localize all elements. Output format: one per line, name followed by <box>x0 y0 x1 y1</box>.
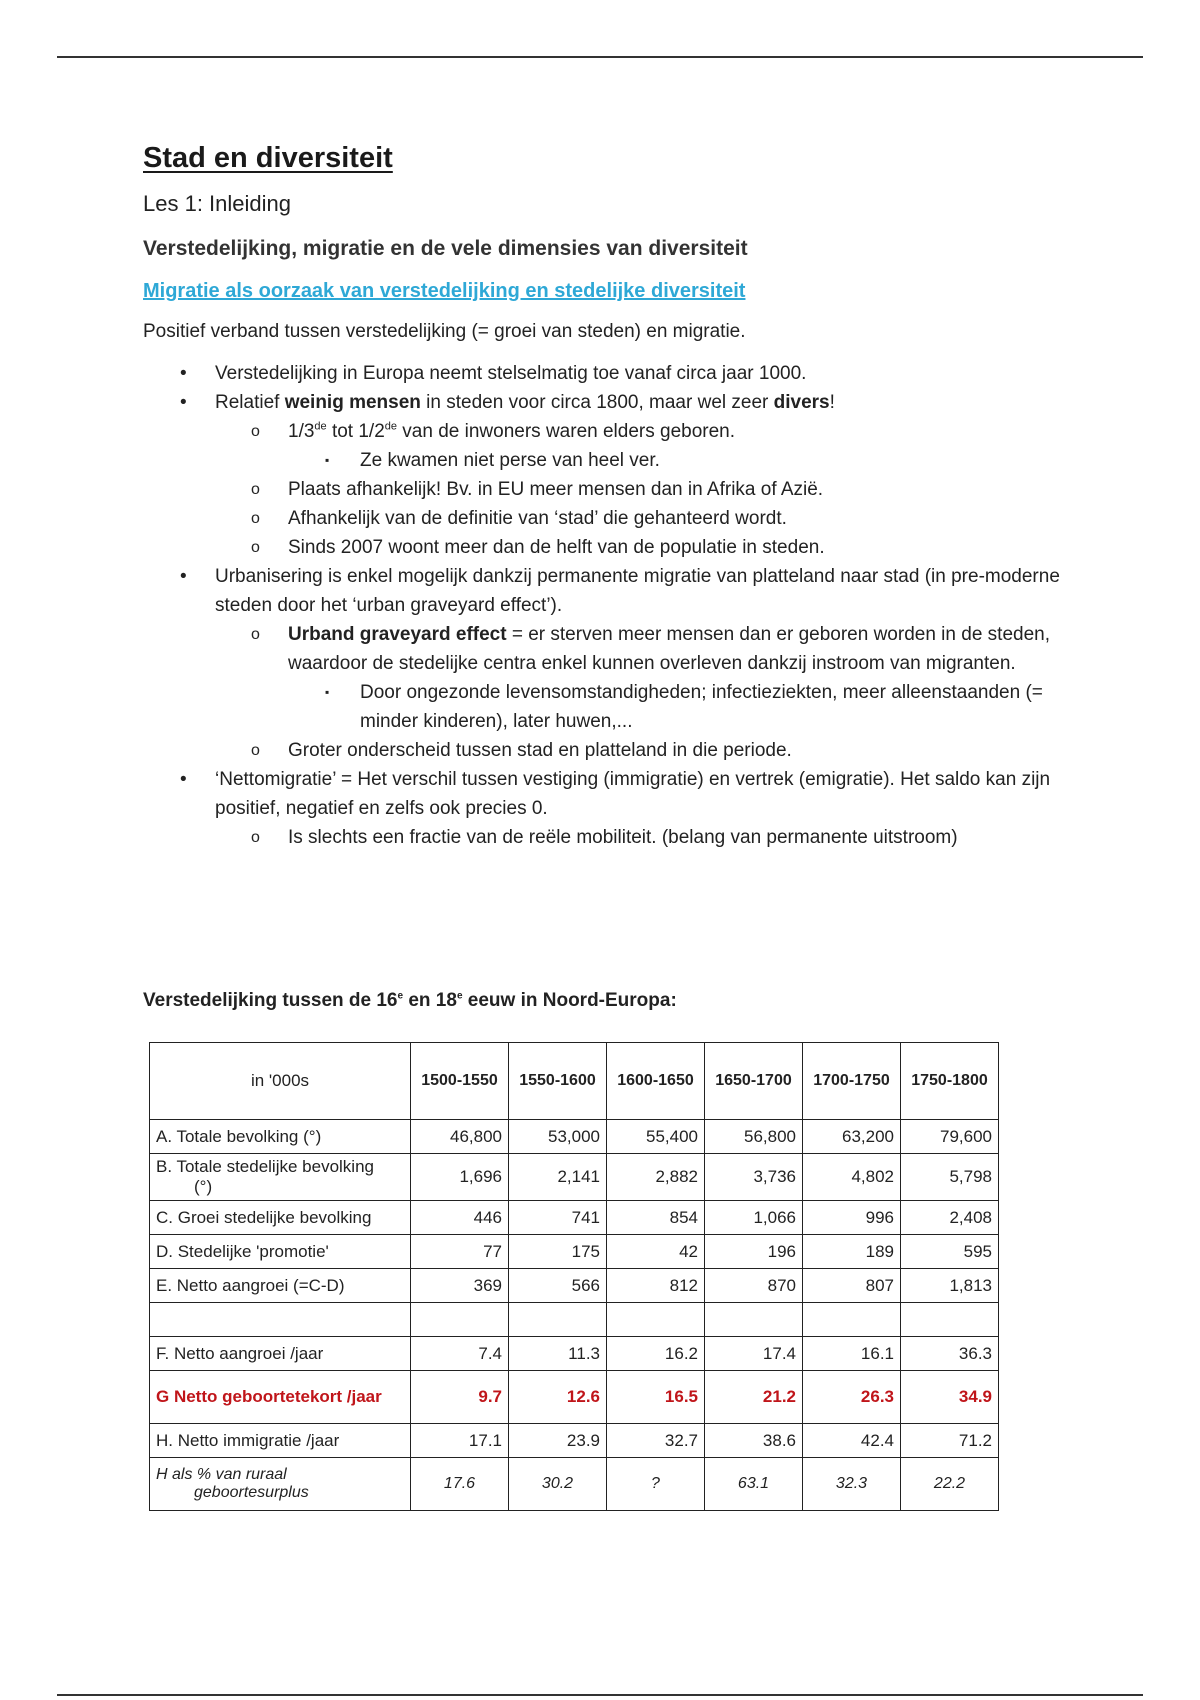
table-row <box>150 1201 999 1235</box>
square-bullet-icon: ▪ <box>325 453 330 467</box>
table-cell: 3,736 <box>705 1154 803 1201</box>
table-cell: 17.1 <box>411 1424 509 1458</box>
table-cell: 1,696 <box>411 1154 509 1201</box>
list-item-text: ‘Nettomigratie’ = Het verschil tussen vestiging (immigratie) en vertrek (emigratie). Het saldo kan zijn positief, negatief en zelfs ook precies 0. <box>215 769 1051 819</box>
section-heading: Verstedelijking, migratie en de vele dimensies van diversiteit <box>143 237 748 260</box>
row-label-line: geboortesurplus <box>194 1484 309 1501</box>
table-cell: 16.1 <box>803 1337 901 1371</box>
sub-sub-list-item <box>143 446 1073 475</box>
list-item-text: Plaats afhankelijk! Bv. in EU meer mensen dan in Afrika of Azië. <box>288 479 824 500</box>
circle-bullet-icon: o <box>251 539 260 556</box>
superscript: de <box>384 420 398 433</box>
table-cell: 16.5 <box>607 1371 705 1424</box>
table-cell: 4,802 <box>803 1154 901 1201</box>
bullet-icon: • <box>180 392 187 413</box>
table-row <box>150 1235 999 1269</box>
table-cell: 1,813 <box>901 1269 999 1303</box>
table-cell: 566 <box>509 1269 607 1303</box>
table-cell: 16.2 <box>607 1337 705 1371</box>
top-rule <box>57 56 1143 58</box>
circle-bullet-icon: o <box>251 626 260 643</box>
table-cell: 369 <box>411 1269 509 1303</box>
urbanization-table <box>149 1042 999 1511</box>
table-cell: 12.6 <box>509 1371 607 1424</box>
row-label: F. Netto aangroei /jaar <box>150 1337 411 1371</box>
list-item-text: Relatief <box>215 392 285 413</box>
table-header-row <box>150 1043 999 1120</box>
table-cell: 63.1 <box>705 1458 803 1511</box>
bullet-icon: • <box>180 566 187 587</box>
table-cell: 812 <box>607 1269 705 1303</box>
column-header: 1500-1550 <box>411 1043 509 1120</box>
table-title <box>143 990 677 1012</box>
list-item-text: Is slechts een fractie van de reële mobiliteit. (belang van permanente uitstroom) <box>288 827 958 848</box>
row-label-line: B. Totale stedelijke bevolking <box>156 1157 374 1176</box>
list-item-text: Urbanisering is enkel mogelijk dankzij permanente migratie van platteland naar stad (in pre-moderne steden door het ‘urban graveyard effect’). <box>215 566 1060 616</box>
table-row <box>150 1269 999 1303</box>
table-cell: 807 <box>803 1269 901 1303</box>
table-cell: 26.3 <box>803 1371 901 1424</box>
table-cell: 34.9 <box>901 1371 999 1424</box>
row-label: H. Netto immigratie /jaar <box>150 1424 411 1458</box>
table-cell: 996 <box>803 1201 901 1235</box>
sub-sub-list <box>288 678 1073 736</box>
table-cell <box>509 1303 607 1337</box>
column-header: 1600-1650 <box>607 1043 705 1120</box>
sub-list-item <box>143 417 1073 475</box>
table-cell <box>803 1303 901 1337</box>
bold-text: divers <box>773 392 830 413</box>
table-cell <box>607 1303 705 1337</box>
row-label: E. Netto aangroei (=C-D) <box>150 1269 411 1303</box>
table-cell: 741 <box>509 1201 607 1235</box>
list-item-text: tot 1/2 <box>326 421 385 442</box>
sub-list-item <box>143 736 1073 765</box>
sub-list-item <box>143 823 1073 852</box>
table-corner-cell: in '000s <box>150 1043 411 1120</box>
table-cell: 22.2 <box>901 1458 999 1511</box>
table-cell: 38.6 <box>705 1424 803 1458</box>
table-cell: 175 <box>509 1235 607 1269</box>
sub-list-item <box>143 620 1073 736</box>
sub-list-item <box>143 504 1073 533</box>
table-cell: 17.6 <box>411 1458 509 1511</box>
table-cell: 36.3 <box>901 1337 999 1371</box>
sub-list <box>215 823 1073 852</box>
table-cell: ? <box>607 1458 705 1511</box>
column-header: 1650-1700 <box>705 1043 803 1120</box>
circle-bullet-icon: o <box>251 829 260 846</box>
table-cell: 30.2 <box>509 1458 607 1511</box>
table-cell: 42.4 <box>803 1424 901 1458</box>
circle-bullet-icon: o <box>251 742 260 759</box>
list-item <box>143 359 1073 388</box>
table-cell: 189 <box>803 1235 901 1269</box>
table-row <box>150 1120 999 1154</box>
row-label-line: (°) <box>194 1177 213 1196</box>
column-header: 1700-1750 <box>803 1043 901 1120</box>
table-cell: 196 <box>705 1235 803 1269</box>
table-cell: 17.4 <box>705 1337 803 1371</box>
table-cell: 2,408 <box>901 1201 999 1235</box>
table-title-text: eeuw in Noord-Europa: <box>462 990 677 1011</box>
table-cell: 9.7 <box>411 1371 509 1424</box>
sub-list <box>215 620 1073 765</box>
table-cell: 7.4 <box>411 1337 509 1371</box>
table-cell: 32.3 <box>803 1458 901 1511</box>
table-cell <box>901 1303 999 1337</box>
sub-list <box>215 417 1073 562</box>
list-item-text: Ze kwamen niet perse van heel ver. <box>360 450 660 471</box>
table-cell: 11.3 <box>509 1337 607 1371</box>
list-item <box>143 765 1073 852</box>
table-title-text: en 18 <box>403 990 457 1011</box>
list-item-text: 1/3 <box>288 421 315 442</box>
table-row-highlighted <box>150 1371 999 1424</box>
table-row <box>150 1424 999 1458</box>
bottom-rule <box>57 1694 1143 1696</box>
row-label: G Netto geboortetekort /jaar <box>150 1371 411 1424</box>
bullet-icon: • <box>180 769 187 790</box>
table-cell: 446 <box>411 1201 509 1235</box>
table-title-text: Verstedelijking tussen de 16 <box>143 990 398 1011</box>
table-cell: 63,200 <box>803 1120 901 1154</box>
table-cell: 1,066 <box>705 1201 803 1235</box>
table-cell: 21.2 <box>705 1371 803 1424</box>
bullet-icon: • <box>180 363 187 384</box>
table-cell: 870 <box>705 1269 803 1303</box>
circle-bullet-icon: o <box>251 510 260 527</box>
table-cell: 53,000 <box>509 1120 607 1154</box>
row-label <box>150 1303 411 1337</box>
square-bullet-icon: ▪ <box>325 685 330 699</box>
table-cell <box>411 1303 509 1337</box>
table-cell: 42 <box>607 1235 705 1269</box>
table-cell: 2,141 <box>509 1154 607 1201</box>
lesson-subtitle: Les 1: Inleiding <box>143 191 291 216</box>
table-cell: 71.2 <box>901 1424 999 1458</box>
table-cell <box>705 1303 803 1337</box>
table-cell: 56,800 <box>705 1120 803 1154</box>
sub-sub-list-item <box>143 678 1073 736</box>
table-cell: 32.7 <box>607 1424 705 1458</box>
list-item-text: Sinds 2007 woont meer dan de helft van de populatie in steden. <box>288 537 825 558</box>
superscript: e <box>456 990 463 1002</box>
circle-bullet-icon: o <box>251 423 260 440</box>
row-label <box>150 1458 411 1511</box>
table-row-italic <box>150 1458 999 1511</box>
table-cell: 595 <box>901 1235 999 1269</box>
table-cell: 79,600 <box>901 1120 999 1154</box>
section-link[interactable]: Migratie als oorzaak van verstedelijking en stedelijke diversiteit <box>143 280 746 302</box>
sub-list-item <box>143 475 1073 504</box>
list-item <box>143 388 1073 562</box>
list-item-text: van de inwoners waren elders geboren. <box>397 421 736 442</box>
row-label-line: H als % van ruraal <box>156 1466 287 1483</box>
superscript: e <box>397 990 404 1002</box>
list-item-text: = er sterven meer mensen dan er geboren worden in de steden, waardoor de stedelijke centra enkel kunnen overleven dankzij instroom van migranten. <box>288 624 1050 674</box>
table-cell: 2,882 <box>607 1154 705 1201</box>
table-cell: 23.9 <box>509 1424 607 1458</box>
table-row <box>150 1337 999 1371</box>
row-label: D. Stedelijke 'promotie' <box>150 1235 411 1269</box>
list-item-text: ! <box>829 392 835 413</box>
circle-bullet-icon: o <box>251 481 260 498</box>
row-label: C. Groei stedelijke bevolking <box>150 1201 411 1235</box>
superscript: de <box>314 420 327 433</box>
intro-paragraph: Positief verband tussen verstedelijking (= groei van steden) en migratie. <box>143 321 746 342</box>
row-label <box>150 1154 411 1201</box>
bullet-list <box>143 359 1073 852</box>
table-row <box>150 1154 999 1201</box>
table-cell: 55,400 <box>607 1120 705 1154</box>
list-item-text: in steden voor circa 1800, maar wel zeer <box>420 392 774 413</box>
sub-list-item <box>143 533 1073 562</box>
table-row-empty <box>150 1303 999 1337</box>
list-item-text: Verstedelijking in Europa neemt stelselmatig toe vanaf circa jaar 1000. <box>215 363 807 384</box>
list-item-text: Afhankelijk van de definitie van ‘stad’ die gehanteerd wordt. <box>288 508 787 529</box>
table-cell: 854 <box>607 1201 705 1235</box>
list-item <box>143 562 1073 765</box>
list-item-text: Groter onderscheid tussen stad en platteland in die periode. <box>288 740 792 761</box>
column-header: 1550-1600 <box>509 1043 607 1120</box>
table-cell: 5,798 <box>901 1154 999 1201</box>
table-cell: 46,800 <box>411 1120 509 1154</box>
table-cell: 77 <box>411 1235 509 1269</box>
page-title: Stad en diversiteit <box>143 142 393 174</box>
bold-text: Urband graveyard effect <box>288 624 507 645</box>
document-body <box>143 142 1073 852</box>
list-item-text: Door ongezonde levensomstandigheden; infectieziekten, meer alleenstaanden (= minder kinderen), later huwen,... <box>360 682 1043 732</box>
row-label: A. Totale bevolking (°) <box>150 1120 411 1154</box>
sub-sub-list <box>288 446 1073 475</box>
bold-text: weinig mensen <box>284 392 421 413</box>
column-header: 1750-1800 <box>901 1043 999 1120</box>
